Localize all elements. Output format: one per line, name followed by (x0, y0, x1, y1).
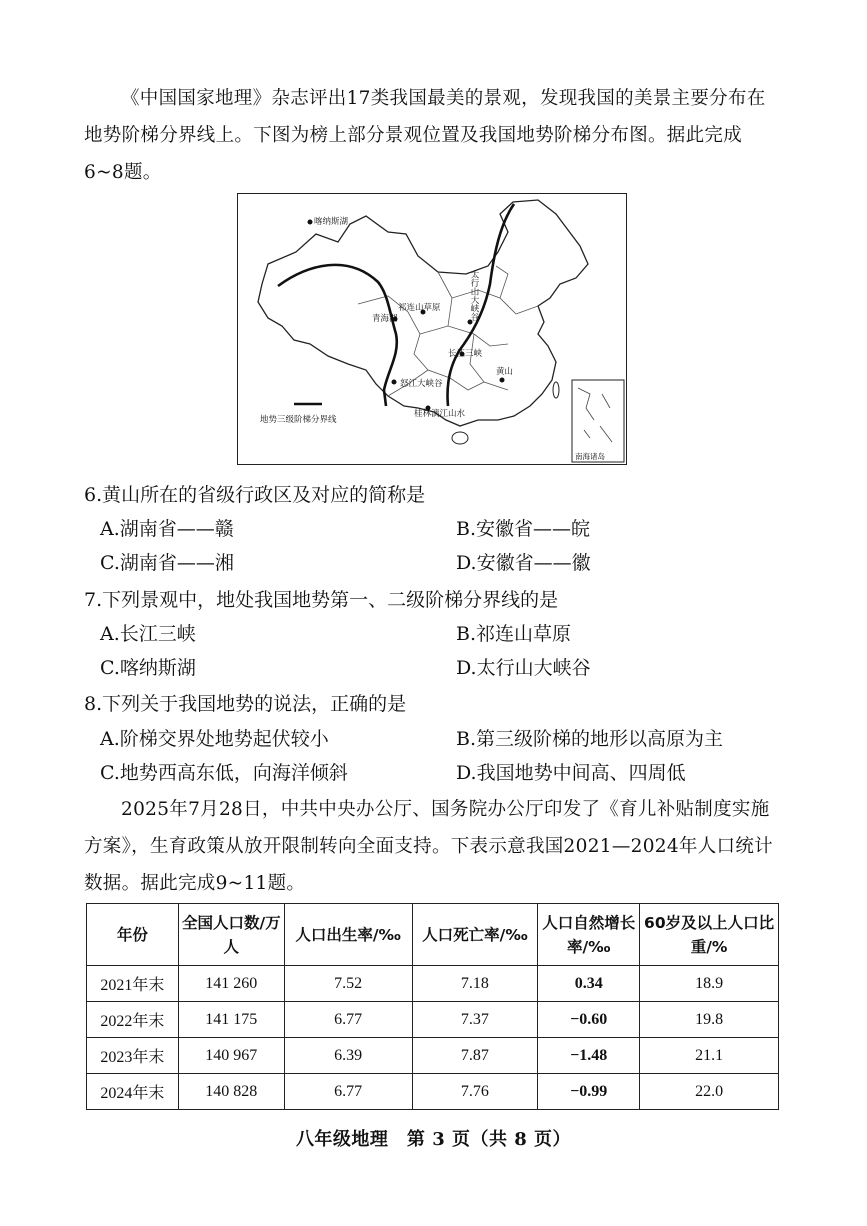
cell-aged-share: 22.0 (640, 1074, 779, 1110)
q8-option-c[interactable]: C.地势西高东低，向海洋倾斜 (100, 762, 348, 784)
label-kanas: 喀纳斯湖 (314, 217, 349, 227)
cell-natural-growth: −1.48 (538, 1038, 640, 1074)
label-huangshan: 黄山 (496, 367, 514, 377)
intro-1-line-2: 地势阶梯分界线上。下图为榜上部分景观位置及我国地势阶梯分布图。据此完成 (84, 125, 743, 146)
table-row (87, 966, 779, 1002)
intro-2-line-1: 2025年7月28日，中共中央办公厅、国务院办公厅印发了《育儿补贴制度实施 (121, 799, 770, 820)
label-qinghai: 青海湖 (372, 314, 398, 324)
header-natural-growth: 人口自然增长率/‰ (538, 904, 640, 966)
header-population: 全国人口数/万人 (178, 904, 284, 966)
question-8-stem: 8.下列关于我国地势的说法，正确的是 (84, 693, 407, 715)
intro-1-line-3: 6~8题。 (84, 162, 162, 183)
q8-option-b[interactable]: B.第三级阶梯的地形以高原为主 (456, 728, 724, 750)
q8-option-d[interactable]: D.我国地势中间高、四周低 (456, 762, 686, 784)
q7-option-c[interactable]: C.喀纳斯湖 (100, 657, 196, 679)
intro-paragraph-2 (84, 791, 784, 902)
cell-population: 141 175 (178, 1002, 284, 1038)
intro-2-line-3: 数据。据此完成9~11题。 (84, 873, 306, 894)
table-row (87, 1074, 779, 1110)
header-year: 年份 (87, 904, 179, 966)
label-guilin: 桂林漓江山水 (414, 409, 466, 419)
cell-population: 140 967 (178, 1038, 284, 1074)
q6-option-a[interactable]: A.湖南省——赣 (100, 518, 234, 540)
cell-population: 141 260 (178, 966, 284, 1002)
cell-natural-growth: 0.34 (538, 966, 640, 1002)
cell-death-rate: 7.18 (412, 966, 538, 1002)
q7-option-d[interactable]: D.太行山大峡谷 (456, 657, 591, 679)
step-boundary-1-2 (278, 265, 397, 406)
intro-1-line-1: 《中国国家地理》杂志评出17类我国最美的景观，发现我国的美景主要分布在 (121, 88, 766, 109)
cell-death-rate: 7.87 (412, 1038, 538, 1074)
label-taihang-text: 太行山大峡谷 (469, 270, 479, 321)
question-7-stem: 7.下列景观中，地处我国地势第一、二级阶梯分界线的是 (84, 589, 559, 611)
cell-year: 2023年末 (87, 1038, 179, 1074)
population-statistics-table (86, 903, 779, 1110)
q6-option-d[interactable]: D.安徽省——徽 (456, 552, 591, 574)
cell-year: 2024年末 (87, 1074, 179, 1110)
q6-option-c[interactable]: C.湖南省——湘 (100, 552, 234, 574)
map-legend-label: 地势三级阶梯分界线 (260, 415, 337, 425)
q6-option-b[interactable]: B.安徽省——皖 (456, 518, 591, 540)
cell-natural-growth: −0.99 (538, 1074, 640, 1110)
header-death-rate: 人口死亡率/‰ (412, 904, 538, 966)
inset-label: 南海诸岛 (575, 452, 605, 461)
cell-aged-share: 19.8 (640, 1002, 779, 1038)
label-nujiang: 怒江大峡谷 (400, 379, 443, 389)
q7-option-a[interactable]: A.长江三峡 (100, 623, 196, 645)
cell-birth-rate: 6.39 (284, 1038, 412, 1074)
south-china-sea-inset (572, 380, 624, 462)
label-taihang (469, 269, 479, 322)
table-row (87, 1038, 779, 1074)
cell-aged-share: 21.1 (640, 1038, 779, 1074)
cell-year: 2021年末 (87, 966, 179, 1002)
cell-death-rate: 7.37 (412, 1002, 538, 1038)
q7-option-b[interactable]: B.祁连山草原 (456, 623, 572, 645)
intro-2-line-2: 方案》，生育政策从放开限制转向全面支持。下表示意我国2021—2024年人口统计 (84, 836, 773, 857)
cell-death-rate: 7.76 (412, 1074, 538, 1110)
cell-population: 140 828 (178, 1074, 284, 1110)
cell-birth-rate: 7.52 (284, 966, 412, 1002)
cell-aged-share: 18.9 (640, 966, 779, 1002)
cell-year: 2022年末 (87, 1002, 179, 1038)
label-three-gorges: 长江三峡 (448, 349, 483, 359)
cell-birth-rate: 6.77 (284, 1002, 412, 1038)
header-aged-60-share: 60岁及以上人口比重/% (640, 904, 779, 966)
header-birth-rate: 人口出生率/‰ (284, 904, 412, 966)
table-header-row (87, 904, 779, 966)
table-row (87, 1002, 779, 1038)
q8-option-a[interactable]: A.阶梯交界处地势起伏较小 (100, 728, 329, 750)
map-drawing (238, 194, 625, 463)
intro-paragraph-1 (84, 80, 784, 191)
cell-natural-growth: −0.60 (538, 1002, 640, 1038)
page-footer: 八年级地理 第 3 页（共 8 页） (295, 1129, 572, 1150)
question-6-stem: 6.黄山所在的省级行政区及对应的简称是 (84, 484, 426, 506)
cell-birth-rate: 6.77 (284, 1074, 412, 1110)
china-terrain-map (237, 193, 627, 465)
label-qilian: 祁连山草原 (398, 303, 441, 313)
